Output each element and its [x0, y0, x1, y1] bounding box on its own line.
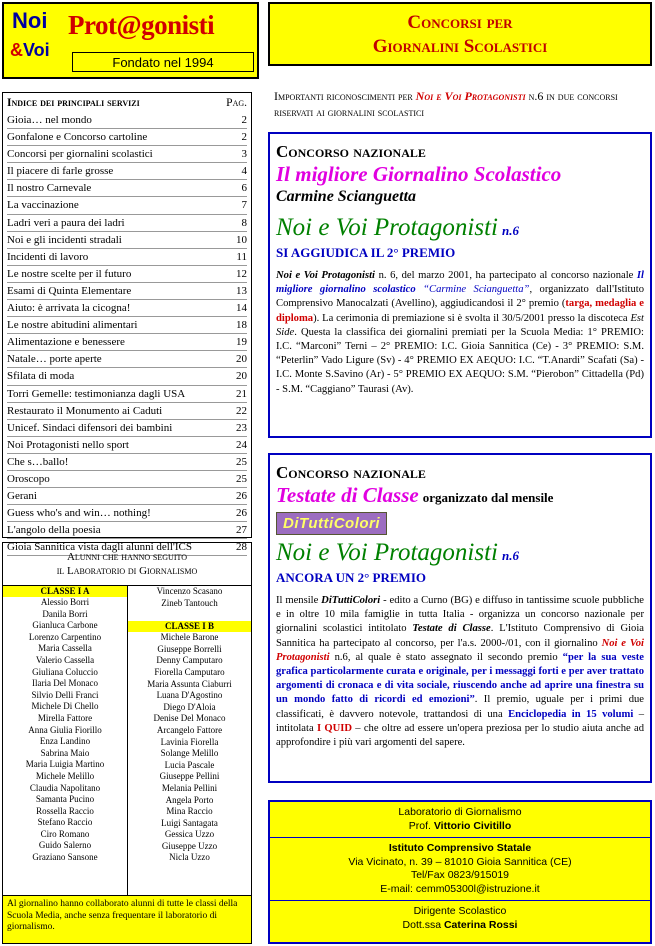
index-row — [7, 488, 247, 505]
index-row — [7, 351, 247, 368]
student-name: Silvio Delli Franci — [31, 689, 99, 700]
page-title — [268, 2, 652, 66]
index-row — [7, 163, 247, 180]
class-b-column — [128, 586, 251, 864]
contest-2-box — [268, 453, 652, 783]
lab-heading-line2: il Laboratorio di Giornalismo — [56, 565, 198, 577]
lab-students-panel — [2, 542, 252, 944]
contest-1-body: Noi e Voi Protagonisti n. 6, del marzo 2001, ha partecipato al concorso nazionale Il migliore giornalino scolastico “Carmine Scianguetta”, organizzato dall'Istituto Comprensivo Manocalzati (Avellino), aggiudicandosi il 2° premio (targa, medaglia e diploma). La cerimonia di premiazione si è svolta il 30/5/2001 presso la discoteca Est Side. Questa la classifica dei giornalini premiati per la Scuola Media: 1° PREMIO: I.C. “Marconi” Terni – 2° PREMIO: I.C. Gioia Sannitica (Ce) - 3° PREMIO: S.M. “Peterlin” Vado Ligure (Sv) - 4° PREMIO EX AEQUO: I.C. “T.Anardi” Scafati (Sa) - I.C. Monte S.Savino (Ar) - 5° PREMIO EX AEQUO: S.M. “Pierobon” Cittadella (Pd) - S.M. “Caggiano” Taurasi (Av). — [276, 270, 644, 395]
student-name: Michele Barone — [160, 632, 219, 643]
index-row-title: Ladri veri a paura dei ladri — [7, 216, 125, 229]
index-row-page: 3 — [241, 148, 247, 161]
masthead-logo — [2, 2, 259, 79]
index-row — [7, 215, 247, 232]
index-row — [7, 454, 247, 471]
student-name: Enza Landino — [39, 736, 91, 747]
contest-1-issue: n.6 — [502, 223, 519, 238]
student-name: Valerio Cassella — [35, 654, 95, 665]
index-row-page: 25 — [236, 472, 247, 485]
student-name: Michele Melillo — [35, 770, 95, 781]
index-row-title: Restaurato il Monumento ai Caduti — [7, 404, 163, 417]
student-name: Lucia Pascale — [164, 759, 215, 770]
intro-post: n.6 in due concorsi riservati ai giornalini scolastici — [274, 89, 618, 119]
student-name: Nicla Uzzo — [169, 852, 210, 863]
index-row — [7, 386, 247, 403]
footer-school — [270, 838, 650, 901]
student-name: Gianluca Carbone — [32, 620, 98, 631]
index-row-page: 14 — [236, 302, 247, 315]
index-title: Indice dei principali servizi — [7, 97, 140, 109]
contest-2-paper: Noi e Voi Protagonisti — [276, 539, 498, 566]
index-row-title: Torri Gemelle: testimonianza dagli USA — [7, 387, 186, 400]
page-title-line2: Giornalini Scolastici — [372, 36, 548, 57]
class-a-column — [3, 586, 128, 896]
footer-lab — [270, 802, 650, 838]
index-row-page: 28 — [236, 541, 247, 554]
index-row-page: 22 — [236, 404, 247, 417]
index-row-title: Concorsi per giornalini scolastici — [7, 148, 153, 161]
contest-2-kicker: Concorso nazionale — [276, 463, 426, 482]
index-row-title: L'angolo della poesia — [7, 524, 101, 537]
page-title-line1: Concorsi per — [407, 12, 513, 33]
index-row-page: 20 — [236, 370, 247, 383]
founded-label: Fondato nel 1994 — [72, 52, 254, 72]
contest-1-paper-line — [276, 214, 644, 245]
logo-noi: Noi — [12, 8, 48, 33]
index-row-title: Unicef. Sindaci difensori dei bambini — [7, 421, 173, 434]
contest-1-box — [268, 132, 652, 438]
contest-2-body: Il mensile DiTuttiColori - edito a Curno (BG) e diffuso in tantissime scuole pubbliche e in oltre 10 mila famiglie in tutta Italia - organizza un concorso nazionale per giornalini scolastici intitolato Testate di Classe. L'Istituto Comprensivo di Gioia Sannitica ha partecipato al concorso, per l'a.s. 2000-/01, con il giornalino Noi e Voi Protagonisti n.6, al quale è stato assegnato il secondo premio “per la sua veste grafica particolarmente curata e originale, per i messaggi forti e per aver trattato argomenti di cronaca e di vita sociale, riuscendo anche ad aprire una finestra su un mondo fatto di ricordi ed emozioni”. Il premio, uguale per i primi due classificati, è davvero notevole, trattandosi di una Enciclopedia in 15 volumi – intitolata I QUID – che oltre ad essere un'opera preziosa per lo studio aiuta anche ad approfondire i più vari argomenti del sapere. — [276, 595, 645, 749]
student-name: Giuseppe Borrelli — [157, 643, 222, 654]
class-a-continued-list — [128, 586, 251, 609]
index-row-page: 8 — [241, 216, 247, 229]
lab-heading — [3, 543, 251, 583]
student-name: Samanta Pucino — [35, 794, 95, 805]
student-name: Arcangelo Fattore — [156, 724, 223, 735]
index-row — [7, 403, 247, 420]
student-name: Rossella Raccio — [36, 805, 94, 816]
student-name: Danila Borri — [42, 608, 88, 619]
logo-protagonisti: Prot@gonisti — [68, 10, 215, 40]
index-row — [7, 112, 247, 129]
contest-2-result: ANCORA UN 2° PREMIO — [276, 570, 427, 585]
index-row-title: Sfilata di moda — [7, 370, 75, 383]
index-row-page: 7 — [241, 199, 247, 212]
footer-email: E-mail: cemm05300l@istruzione.it — [380, 882, 540, 895]
student-name: Anna Giulia Fiorillo — [28, 724, 102, 735]
contest-2-name-line — [276, 483, 644, 510]
student-name: Michele Di Chello — [31, 701, 99, 712]
student-name: Giuseppe Pellini — [159, 771, 220, 782]
index-row-page: 2 — [241, 131, 247, 144]
lab-columns — [3, 585, 251, 896]
index-row-title: Gioia Sannitica vista dagli alunni dell'ICS — [7, 541, 192, 554]
index-row-page: 25 — [236, 455, 247, 468]
index-row-page: 2 — [241, 114, 247, 126]
student-name: Maria Luigia Martino — [25, 759, 105, 770]
index-row — [7, 522, 247, 539]
index-row-title: Alimentazione e benessere — [7, 336, 125, 349]
student-name: Giuseppe Uzzo — [161, 840, 218, 851]
student-name: Ciro Romano — [40, 828, 90, 839]
footer-lab-title: Laboratorio di Giornalismo — [398, 806, 522, 818]
index-row-title: Gerani — [7, 490, 37, 503]
ditutticolori-logo: DiTuttiColori — [276, 512, 387, 535]
index-row-page: 13 — [236, 284, 247, 297]
contest-1-dedication: Carmine Scianguetta — [276, 188, 417, 205]
student-name: Lavinia Fiorella — [160, 736, 219, 747]
intro-pre: Importanti riconoscimenti per — [274, 89, 413, 103]
index-row-page: 12 — [236, 267, 247, 280]
student-name: Lorenzo Carpentino — [28, 631, 102, 642]
index-row-title: Le nostre abitudini alimentari — [7, 319, 138, 332]
lab-heading-line1: Alunni che hanno seguito — [66, 551, 188, 563]
footer-prof: Prof. Vittorio Civitillo — [408, 819, 512, 832]
student-name: Denny Camputaro — [156, 655, 223, 666]
contest-2-name: Testate di Classe — [276, 483, 419, 507]
index-row-page: 20 — [236, 353, 247, 366]
index-row-title: Il nostro Carnevale — [7, 182, 92, 195]
index-row-title: Noi Protagonisti nello sport — [7, 438, 129, 451]
index-row — [7, 283, 247, 300]
class-b-label: CLASSE I B — [128, 621, 251, 632]
index-row — [7, 300, 247, 317]
student-name: Fiorella Camputaro — [154, 666, 225, 677]
index-row-title: Il piacere di farle grosse — [7, 165, 114, 178]
index-row-page: 26 — [236, 507, 247, 520]
student-name: Angela Porto — [165, 794, 214, 805]
index-row-title: Aiuto: è arrivata la cicogna! — [7, 302, 131, 315]
student-name: Graziano Sansone — [32, 852, 98, 863]
intro-text — [274, 88, 652, 120]
index-row-page: 6 — [241, 182, 247, 195]
footer-head-role: Dirigente Scolastico — [413, 905, 507, 917]
student-name: Vincenzo Scasano — [156, 586, 223, 596]
index-row-page: 10 — [236, 233, 247, 246]
student-name: Zineb Tantouch — [161, 597, 218, 608]
index-row — [7, 129, 247, 146]
index-row — [7, 266, 247, 283]
index-row — [7, 146, 247, 163]
index-row-page: 19 — [236, 336, 247, 349]
contest-2-organizer: organizzato dal mensile — [422, 490, 554, 505]
logo-voi: &Voi — [10, 40, 50, 60]
student-name: Maria Cassella — [38, 643, 92, 654]
index-row — [7, 368, 247, 385]
contest-1-result: SI AGGIUDICA IL 2° PREMIO — [276, 245, 456, 260]
contest-1-name: Il migliore Giornalino Scolastico — [276, 162, 562, 186]
footer-head — [270, 901, 650, 936]
student-name: Stefano Raccio — [37, 817, 93, 828]
student-name: Mina Raccio — [166, 806, 213, 817]
school-footer — [268, 800, 652, 944]
student-name: Ilaria Del Monaco — [32, 678, 98, 689]
contest-2-paper-line — [276, 539, 644, 570]
index-row-title: La vaccinazione — [7, 199, 79, 212]
index-row-title: Che s…ballo! — [7, 455, 69, 468]
index-row-page: 26 — [236, 490, 247, 503]
student-name: Gessica Uzzo — [164, 829, 215, 840]
index-list — [7, 112, 247, 556]
index-row — [7, 471, 247, 488]
index-row-title: Guess who's and win… nothing! — [7, 507, 151, 520]
footer-address: Via Vicinato, n. 39 – 81010 Gioia Sannitica (CE) — [348, 855, 572, 868]
index-panel — [2, 92, 252, 554]
lab-footer-note: Al giornalino hanno collaborato alunni di tutte le classi della Scuola Media, anche senza frequentare il laboratorio di giornalismo. — [3, 895, 251, 943]
student-name: Mirella Fattore — [37, 712, 93, 723]
contest-1-paper: Noi e Voi Protagonisti — [276, 214, 498, 241]
index-row — [7, 249, 247, 266]
student-name: Guido Salerno — [38, 840, 92, 851]
student-name: Sabrina Maio — [40, 747, 90, 758]
index-row — [7, 180, 247, 197]
index-row-title: Natale… porte aperte — [7, 353, 102, 366]
index-row — [7, 317, 247, 334]
student-name: Solange Melillo — [160, 748, 219, 759]
index-row — [7, 197, 247, 214]
index-row-page: 27 — [236, 524, 247, 537]
index-row-page: 11 — [236, 250, 247, 263]
index-row-title: Oroscopo — [7, 472, 50, 485]
index-row-page: 4 — [241, 165, 247, 178]
index-row — [7, 334, 247, 351]
class-b-list — [128, 632, 251, 864]
index-row-title: Esami di Quinta Elementare — [7, 284, 132, 297]
index-row-page: 18 — [236, 319, 247, 332]
intro-paper: Noi e Voi Protagonisti — [415, 89, 526, 103]
student-name: Luigi Santagata — [161, 817, 218, 828]
student-name: Melania Pellini — [161, 782, 218, 793]
footer-head-name: Dott.ssa Caterina Rossi — [402, 918, 518, 931]
class-a-label: CLASSE I A — [3, 586, 127, 597]
student-name: Claudia Napolitano — [29, 782, 101, 793]
contest-2-issue: n.6 — [502, 548, 519, 563]
student-name: Giuliana Coluccio — [32, 666, 98, 677]
index-page-label: Pag. — [226, 97, 247, 109]
index-row — [7, 437, 247, 454]
index-row — [7, 232, 247, 249]
index-row-title: Gonfalone e Concorso cartoline — [7, 131, 148, 144]
index-row — [7, 420, 247, 437]
student-name: Diego D'Aloia — [163, 701, 216, 712]
contest-1-kicker: Concorso nazionale — [276, 142, 426, 161]
class-a-list — [3, 597, 127, 864]
student-name: Alessio Borri — [40, 597, 90, 607]
index-row-title: Incidenti di lavoro — [7, 250, 89, 263]
student-name: Maria Assunta Ciaburri — [147, 678, 232, 689]
index-row-title: Le nostre scelte per il futuro — [7, 267, 132, 280]
index-row-page: 23 — [236, 421, 247, 434]
index-row — [7, 505, 247, 522]
student-name: Luana D'Agostino — [156, 690, 223, 701]
index-row-title: Noi e gli incidenti stradali — [7, 233, 122, 246]
index-header — [7, 97, 247, 109]
footer-tel: Tel/Fax 0823/915019 — [410, 869, 510, 881]
index-row-page: 21 — [236, 387, 247, 400]
footer-school-name: Istituto Comprensivo Statale — [388, 842, 532, 854]
student-name: Denise Del Monaco — [153, 713, 226, 724]
index-row-page: 24 — [236, 438, 247, 451]
index-row-title: Gioia… nel mondo — [7, 114, 92, 126]
